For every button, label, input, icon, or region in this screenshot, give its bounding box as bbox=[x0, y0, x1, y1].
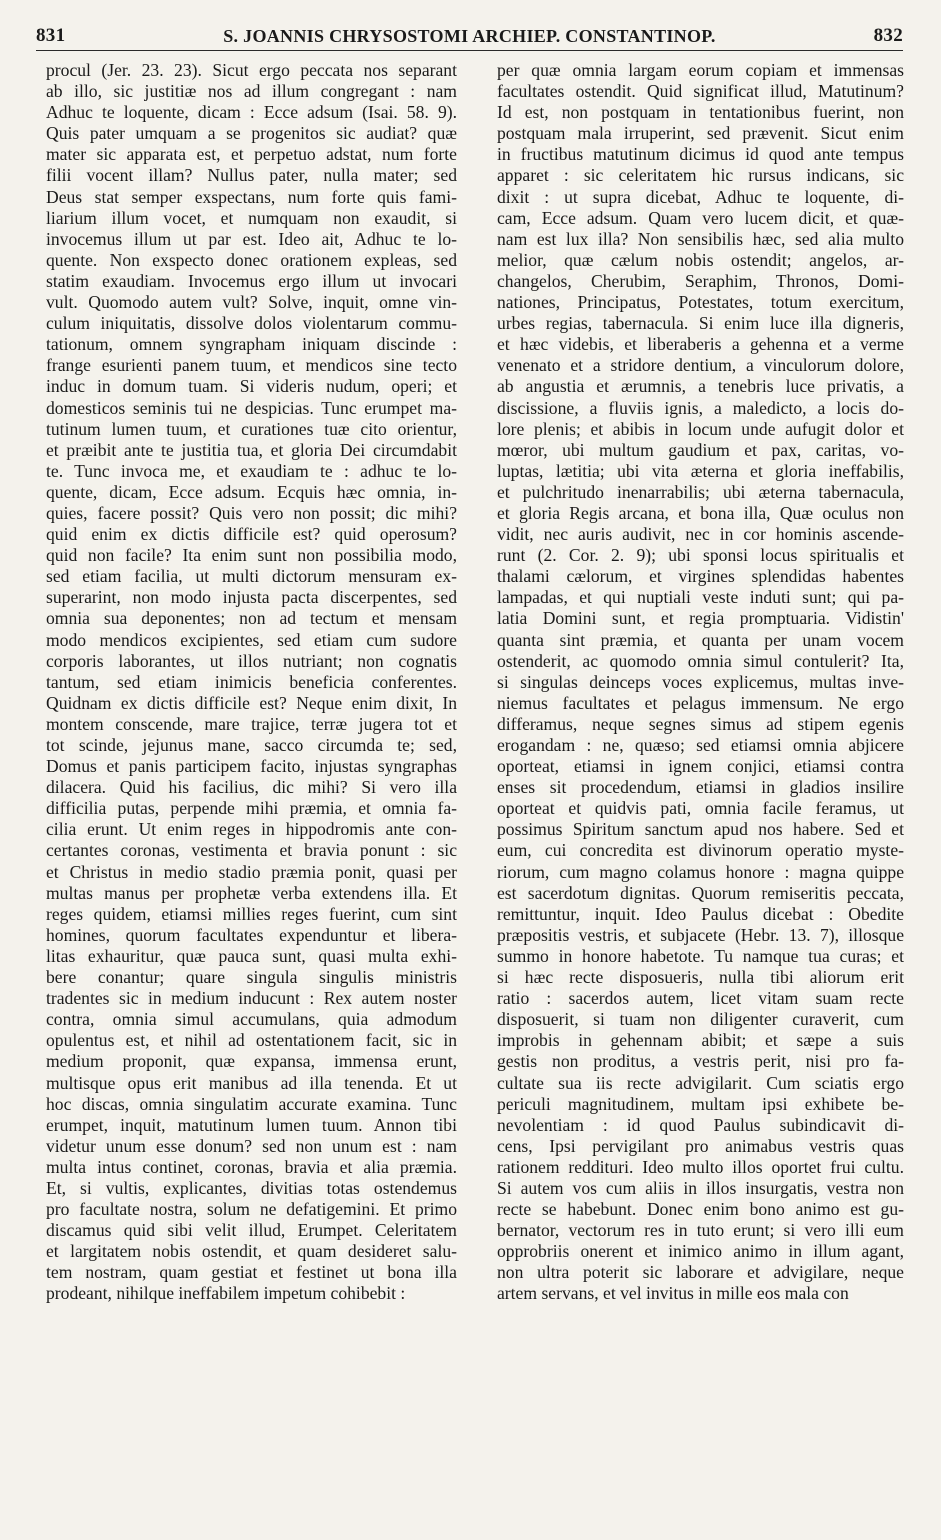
text-line: et præibit ante te justitia tua, et gloria Dei circumdabit bbox=[46, 439, 457, 460]
text-line: runt (2. Cor. 2. 9); ubi sponsi locus spiritualis et bbox=[497, 545, 904, 566]
text-line: liarium illum vocet, et numquam non exaudit, si bbox=[46, 207, 457, 228]
page-header bbox=[36, 20, 903, 52]
text-line: opulentus est, et nihil ad ostentationem facit, sic in bbox=[46, 1030, 457, 1051]
text-line: modo mendicos excipientes, sed etiam cum sudore bbox=[46, 629, 457, 650]
running-title: S. JOANNIS CHRYSOSTOMI ARCHIEP. CONSTANTINOP. bbox=[223, 25, 716, 46]
text-line: filii vocent illam? Nullus pater, nulla mater; sed bbox=[46, 165, 457, 186]
text-line: ab angustia et ærumnis, a tenebris luce privatis, a bbox=[497, 376, 904, 397]
text-line: procul (Jer. 23. 23). Sicut ergo peccata nos separant bbox=[46, 60, 457, 80]
text-line: certantes coronas, vestimenta et bravia ponunt : sic bbox=[46, 840, 457, 861]
text-line: Si autem vos cum aliis in illos insurgatis, vestra non bbox=[497, 1177, 904, 1198]
text-line: si singulas deinceps voces explicemus, multas inve- bbox=[497, 671, 904, 692]
text-line: vult. Quomodo autem vult? Solve, inquit, omne vin- bbox=[46, 292, 457, 313]
text-line: Et, si vultis, explicantes, divitias totas ostendemus bbox=[46, 1177, 457, 1198]
text-line: luptas, lætitia; ubi vita æterna et gloria ineffabilis, bbox=[497, 460, 904, 481]
text-line: erumpet, inquit, matutinum lumen tuum. Annon tibi bbox=[46, 1114, 457, 1135]
text-line: et gloria Regis arcana, et bona illa, Quæ oculus non bbox=[497, 502, 904, 523]
text-line: apparet : sic celeritatem hic rursus indicans, sic bbox=[497, 165, 904, 186]
text-line: invocemus illum ut par est. Ideo ait, Adhuc te lo- bbox=[46, 228, 457, 249]
text-line: statim exaudiam. Invocemus ergo illum ut invocari bbox=[46, 270, 457, 291]
text-line: multisque opus erit manibus ad illa tenenda. Et ut bbox=[46, 1072, 457, 1093]
text-line: in fructibus matutinum dicimus id quod ante tempus bbox=[497, 144, 904, 165]
text-line: dixit : ut supra dicebat, Adhuc te loquente, di- bbox=[497, 186, 904, 207]
text-line: prodeant, nihilque ineffabilem impetum cohibebit : bbox=[46, 1283, 406, 1304]
text-line: eum, cui concredita est divinorum operatio myste- bbox=[497, 840, 904, 861]
text-line: per quæ omnia largam eorum copiam et immensas bbox=[497, 60, 904, 80]
text-line: artem servans, et vel invitus in mille eos mala con bbox=[497, 1283, 849, 1304]
text-line: frange esurienti panem tuum, et mendicos sine tecto bbox=[46, 355, 457, 376]
text-line: nam est lux illa? Non sensibilis hæc, sed alia multo bbox=[497, 228, 904, 249]
text-line: videtur unum esse donum? sed non unum est : nam bbox=[46, 1135, 457, 1156]
text-line: difficilia putas, perpende mihi præmia, et omnia fa- bbox=[46, 798, 457, 819]
text-line: oporteat, etiamsi in ignem conjici, etiamsi contra bbox=[497, 756, 904, 777]
text-line: ratio : sacerdos autem, licet vitam suam recte bbox=[497, 988, 904, 1009]
text-line: te. Tunc invoca me, et exaudiam te : adhuc te lo- bbox=[46, 460, 457, 481]
text-line: Domus et panis participem facito, injustas syngraphas bbox=[46, 756, 457, 777]
page-number-left: 831 bbox=[36, 25, 66, 46]
text-line: latia Domini sunt, et regia promptuaria. Vidistin' bbox=[497, 608, 904, 629]
text-line: homines, quorum facultates expenduntur et libera- bbox=[46, 924, 457, 945]
text-line: quente, dicam, Ecce adsum. Ecquis hæc omnia, in- bbox=[46, 481, 457, 502]
text-line: improbis in gehennam abibit; et sæpe a suis bbox=[497, 1030, 904, 1051]
text-line: nationes, Principatus, Potestates, totum exercitum, bbox=[497, 292, 904, 313]
page-number-right: 832 bbox=[873, 25, 903, 46]
text-line: quanta sint præmia, et quanta per unam vocem bbox=[497, 629, 904, 650]
text-line: enses sit procedendum, etiamsi in gladios insilire bbox=[497, 777, 904, 798]
text-line: et hæc videbis, et liberaberis a gehenna et a verme bbox=[497, 334, 904, 355]
text-line: reges quidem, etiamsi millies reges fuerint, cum sint bbox=[46, 903, 457, 924]
text-line: lore plenis; et abibis in locum unde aufugit dolor et bbox=[497, 418, 904, 439]
text-line: Quidnam ex dictis difficile est? Neque enim dixit, In bbox=[46, 692, 457, 713]
text-line: domesticos seminis tui ne despicias. Tunc erumpet ma- bbox=[46, 397, 457, 418]
text-line: mater sic apparata est, et perpetuo adstat, num forte bbox=[46, 144, 457, 165]
text-line: montem conscende, mare trajice, terræ jugera tot et bbox=[46, 713, 457, 734]
text-line: bere conantur; quare singula singulis ministris bbox=[46, 967, 457, 988]
text-line: recte se habebunt. Donec enim bono animo est gu- bbox=[497, 1199, 904, 1220]
text-line: hoc discas, omnia singulatim accurate examina. Tunc bbox=[46, 1093, 457, 1114]
text-line: melior, quæ cælum nobis ostendit; angelos, ar- bbox=[497, 249, 904, 270]
text-line: periculi magnitudinem, multam ipsi exhibete be- bbox=[497, 1093, 904, 1114]
text-line: remittuntur, inquit. Ideo Paulus dicebat : Obedite bbox=[497, 903, 904, 924]
right-column bbox=[497, 60, 904, 1530]
text-line: superarint, non modo injusta pacta discerpentes, sed bbox=[46, 587, 457, 608]
text-line: cam, Ecce adsum. Quam vero lucem dicit, et quæ- bbox=[497, 207, 904, 228]
text-line: culum iniquitatis, dissolve dolos violentarum commu- bbox=[46, 313, 457, 334]
text-line: omnia sua deponentes; non ad tectum et mensam bbox=[46, 608, 457, 629]
text-line: et pulchritudo inenarrabilis; ubi æterna tabernacula, bbox=[497, 481, 904, 502]
text-line: non ultra poterit sic laborare et advigilare, neque bbox=[497, 1262, 904, 1283]
text-line: et Christus in medio stadio præmia ponit, quasi per bbox=[46, 861, 457, 882]
text-line: oporteat et quidvis pati, omnia facile feramus, ut bbox=[497, 798, 904, 819]
text-line: tradentes sic in medium inducunt : Rex autem noster bbox=[46, 988, 457, 1009]
text-line: Id est, non postquam in tentationibus fuerint, non bbox=[497, 102, 904, 123]
text-line: Quis pater umquam a se progenitos sic audiat? quæ bbox=[46, 123, 457, 144]
text-line: multa intus continet, coronas, bravia et alia præmia. bbox=[46, 1156, 457, 1177]
text-line: tationum, omnem syngrapham iniquam discinde : bbox=[46, 334, 457, 355]
text-line: si hæc recte disposueris, nulla tibi aliorum erit bbox=[497, 967, 904, 988]
text-line: induc in domum tuam. Si videris nudum, operi; et bbox=[46, 376, 457, 397]
text-line: bernator, vectorum res in tuto erunt; si vero illi eum bbox=[497, 1220, 904, 1241]
text-line: cens, Ipsi pervigilant pro animabus vestris quas bbox=[497, 1135, 904, 1156]
text-line: multas manus per prophetæ verba extendens illa. Et bbox=[46, 882, 457, 903]
text-line: summo in honore habetote. Tu namque tua curas; et bbox=[497, 945, 904, 966]
text-line: possimus Spiritum sanctum apud nos habere. Sed et bbox=[497, 819, 904, 840]
text-line: cilia erunt. Ut enim reges in hippodromis ante con- bbox=[46, 819, 457, 840]
text-line: pro facultate nostra, solum ne defatigemini. Et primo bbox=[46, 1199, 457, 1220]
text-line: opprobriis onerent et inimico animo in illum agant, bbox=[497, 1241, 904, 1262]
text-line: nevolentiam : id quod Paulus subindicavit di- bbox=[497, 1114, 904, 1135]
text-line: ostenderit, ac quomodo omnia simul contulerit? Ita, bbox=[497, 650, 904, 671]
text-line: venenato et a stridore dentium, a vinculorum dolore, bbox=[497, 355, 904, 376]
text-line: thalami cælorum, et virgines splendidas habentes bbox=[497, 566, 904, 587]
text-line: medium proponit, quæ expansa, immensa erunt, bbox=[46, 1051, 457, 1072]
text-line: quid non facile? Ita enim sunt non possibilia modo, bbox=[46, 545, 457, 566]
text-line: est sacerdotum dignitas. Quorum remiseritis peccata, bbox=[497, 882, 904, 903]
text-line: Adhuc te loquente, dicam : Ecce adsum (Isai. 58. 9). bbox=[46, 102, 457, 123]
text-line: ab illo, sic justitiæ nos ad illum congregant : nam bbox=[46, 81, 457, 102]
text-line: litas exhauritur, quæ pauca sunt, quasi multa exhi- bbox=[46, 945, 457, 966]
text-line: rationem reddituri. Ideo multo illos oportet frui cultu. bbox=[497, 1156, 904, 1177]
text-line: discamus quid sibi velit illud, Erumpet. Celeritatem bbox=[46, 1220, 457, 1241]
text-line: tem nostram, quam gestiat et festinet ut bona illa bbox=[46, 1262, 457, 1283]
text-line: mœror, ubi multum gaudium et pax, caritas, vo- bbox=[497, 439, 904, 460]
text-line: lampadas, et qui nuptiali veste induti sunt; qui pa- bbox=[497, 587, 904, 608]
text-line: tot scinde, jejunus mane, sacco circumda te; sed, bbox=[46, 735, 457, 755]
text-line: quid enim ex dictis difficile est? quid operosum? bbox=[46, 524, 457, 545]
text-line: Deus stat semper exspectans, num forte quis fami- bbox=[46, 186, 457, 207]
text-line: changelos, Cherubim, Seraphim, Thronos, Domi- bbox=[497, 270, 904, 291]
text-line: tutinum lumen tuum, et curationes tuæ cito orientur, bbox=[46, 418, 457, 439]
text-line: niemus facultates et pelagus immensum. Ne ergo bbox=[497, 692, 904, 713]
header-rule bbox=[36, 50, 903, 51]
left-column bbox=[46, 60, 457, 1530]
text-line: vidit, nec auris audivit, nec in cor hominis ascende- bbox=[497, 524, 904, 545]
text-line: riorum, cum magno colamus honore : magna quippe bbox=[497, 861, 904, 882]
text-line: tantum, sed etiam inimicis beneficia conferentes. bbox=[46, 671, 457, 692]
text-line: urbes regias, tabernacula. Si enim luce illa digneris, bbox=[497, 313, 904, 334]
text-line: sed etiam facilia, ut multi dictorum mensuram ex- bbox=[46, 566, 457, 587]
text-line: discissione, a fluviis ignis, a maledicto, a locis do- bbox=[497, 397, 904, 418]
text-line: erogandam : ne, quæso; sed etiamsi omnia abjicere bbox=[497, 735, 904, 755]
text-line: disposuerit, si tuam non diligenter curaverit, cum bbox=[497, 1009, 904, 1030]
text-line: corporis laborantes, ut illos nutriant; non cognatis bbox=[46, 650, 457, 671]
text-line: quente. Non exspecto donec orationem expleas, sed bbox=[46, 249, 457, 270]
text-line: postquam mala irruperint, sed prævenit. Sicut enim bbox=[497, 123, 904, 144]
text-line: gestis non proditus, a vestris perit, nisi pro fa- bbox=[497, 1051, 904, 1072]
text-line: contra, omnia simul accumulans, quia admodum bbox=[46, 1009, 457, 1030]
text-line: dilacera. Quid his facilius, dic mihi? Si vero illa bbox=[46, 777, 457, 798]
text-line: præpositis vestris, et subjacete (Hebr. 13. 7), illosque bbox=[497, 924, 904, 945]
text-line: quies, facere possit? Quis vero non possit; dic mihi? bbox=[46, 502, 457, 523]
text-line: cultate sua iis recte advigilarit. Cum sciatis ergo bbox=[497, 1072, 904, 1093]
text-line: facultates ostendit. Quid significat illud, Matutinum? bbox=[497, 81, 904, 102]
text-line: differamus, neque segnes simus ad stipem egenis bbox=[497, 713, 904, 734]
text-line: et largitatem nobis ostendit, et quam desideret salu- bbox=[46, 1241, 457, 1262]
